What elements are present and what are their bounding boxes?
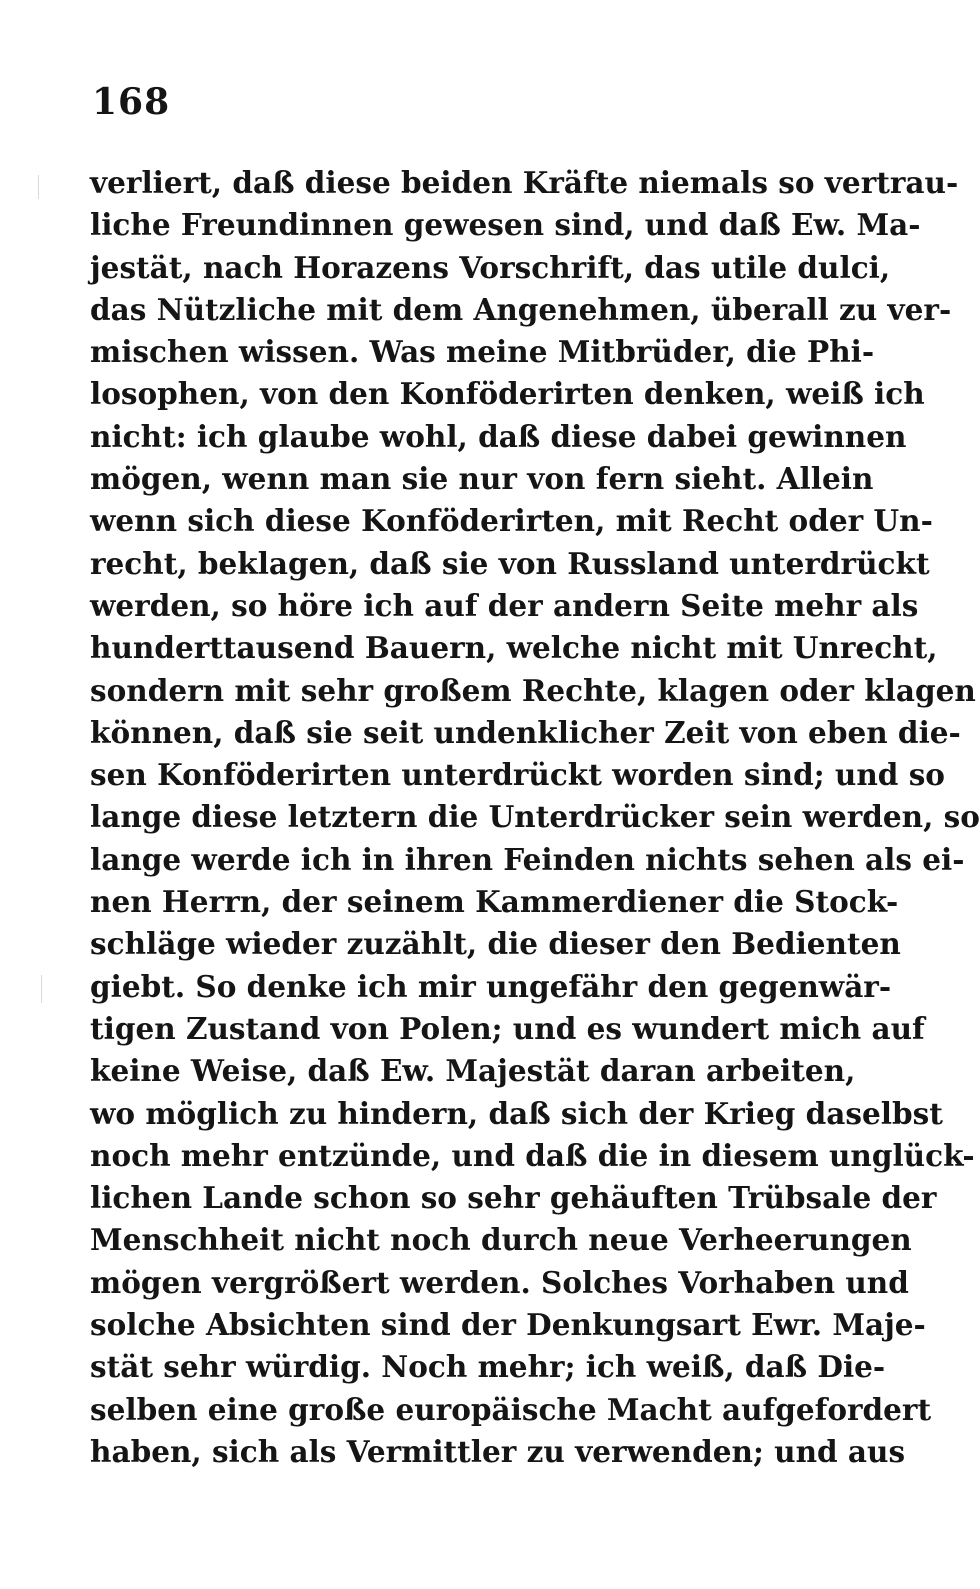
text-line: sen Konföderirten unterdrückt worden sind; und so bbox=[90, 757, 945, 793]
text-line: nen Herrn, der seinem Kammerdiener die Stock- bbox=[90, 884, 899, 920]
text-line: nicht: ich glaube wohl, daß diese dabei gewinnen bbox=[90, 418, 907, 454]
text-line: stät sehr würdig. Noch mehr; ich weiß, daß Die- bbox=[90, 1349, 886, 1385]
body-text bbox=[90, 162, 980, 1473]
text-line: wenn sich diese Konföderirten, mit Recht oder Un- bbox=[90, 503, 933, 539]
text-line: verliert, daß diese beiden Kräfte niemals so vertrau- bbox=[90, 165, 959, 200]
text-line: selben eine große europäische Macht aufgefordert bbox=[90, 1391, 932, 1427]
text-line: haben, sich als Vermittler zu verwenden; und aus bbox=[90, 1433, 906, 1469]
page-number: 168 bbox=[92, 81, 171, 123]
text-line: keine Weise, daß Ew. Majestät daran arbeiten, bbox=[90, 1053, 856, 1089]
text-line: das Nützliche mit dem Angenehmen, überall zu ver- bbox=[90, 291, 952, 327]
text-line: recht, beklagen, daß sie von Russland unterdrückt bbox=[90, 545, 930, 581]
text-line: mögen vergrößert werden. Solches Vorhaben und bbox=[90, 1264, 909, 1300]
text-line: jestät, nach Horazens Vorschrift, das utile dulci, bbox=[90, 249, 891, 285]
text-line: giebt. So denke ich mir ungefähr den gegenwär- bbox=[90, 968, 892, 1004]
text-line: hunderttausend Bauern, welche nicht mit Unrecht, bbox=[90, 630, 938, 666]
text-line: wo möglich zu hindern, daß sich der Krieg daselbst bbox=[90, 1095, 943, 1131]
margin-mark-left-lower bbox=[41, 975, 42, 1003]
text-line: liche Freundinnen gewesen sind, und daß Ew. Ma- bbox=[90, 207, 921, 243]
text-line: Menschheit nicht noch durch neue Verheerungen bbox=[90, 1222, 912, 1258]
text-line: können, daß sie seit undenklicher Zeit von eben die- bbox=[90, 714, 961, 750]
text-line: schläge wieder zuzählt, die dieser den Bedienten bbox=[90, 926, 901, 962]
text-line: werden, so höre ich auf der andern Seite mehr als bbox=[90, 587, 919, 623]
text-line: mögen, wenn man sie nur von fern sieht. Allein bbox=[90, 461, 874, 497]
text-line: mischen wissen. Was meine Mitbrüder, die Phi- bbox=[90, 334, 875, 370]
text-line: lange werde ich in ihren Feinden nichts sehen als ei- bbox=[90, 841, 965, 877]
margin-mark-left bbox=[38, 175, 39, 199]
text-line: sondern mit sehr großem Rechte, klagen oder klagen bbox=[90, 672, 976, 708]
text-line: lichen Lande schon so sehr gehäuften Trübsale der bbox=[90, 1180, 937, 1216]
text-line: tigen Zustand von Polen; und es wundert mich auf bbox=[90, 1010, 925, 1046]
text-line: solche Absichten sind der Denkungsart Ewr. Maje- bbox=[90, 1307, 926, 1343]
text-line: lange diese letztern die Unterdrücker sein werden, so bbox=[90, 799, 980, 835]
text-line: losophen, von den Konföderirten denken, weiß ich bbox=[90, 376, 925, 412]
text-line: noch mehr entzünde, und daß die in diesem unglück- bbox=[90, 1137, 975, 1173]
